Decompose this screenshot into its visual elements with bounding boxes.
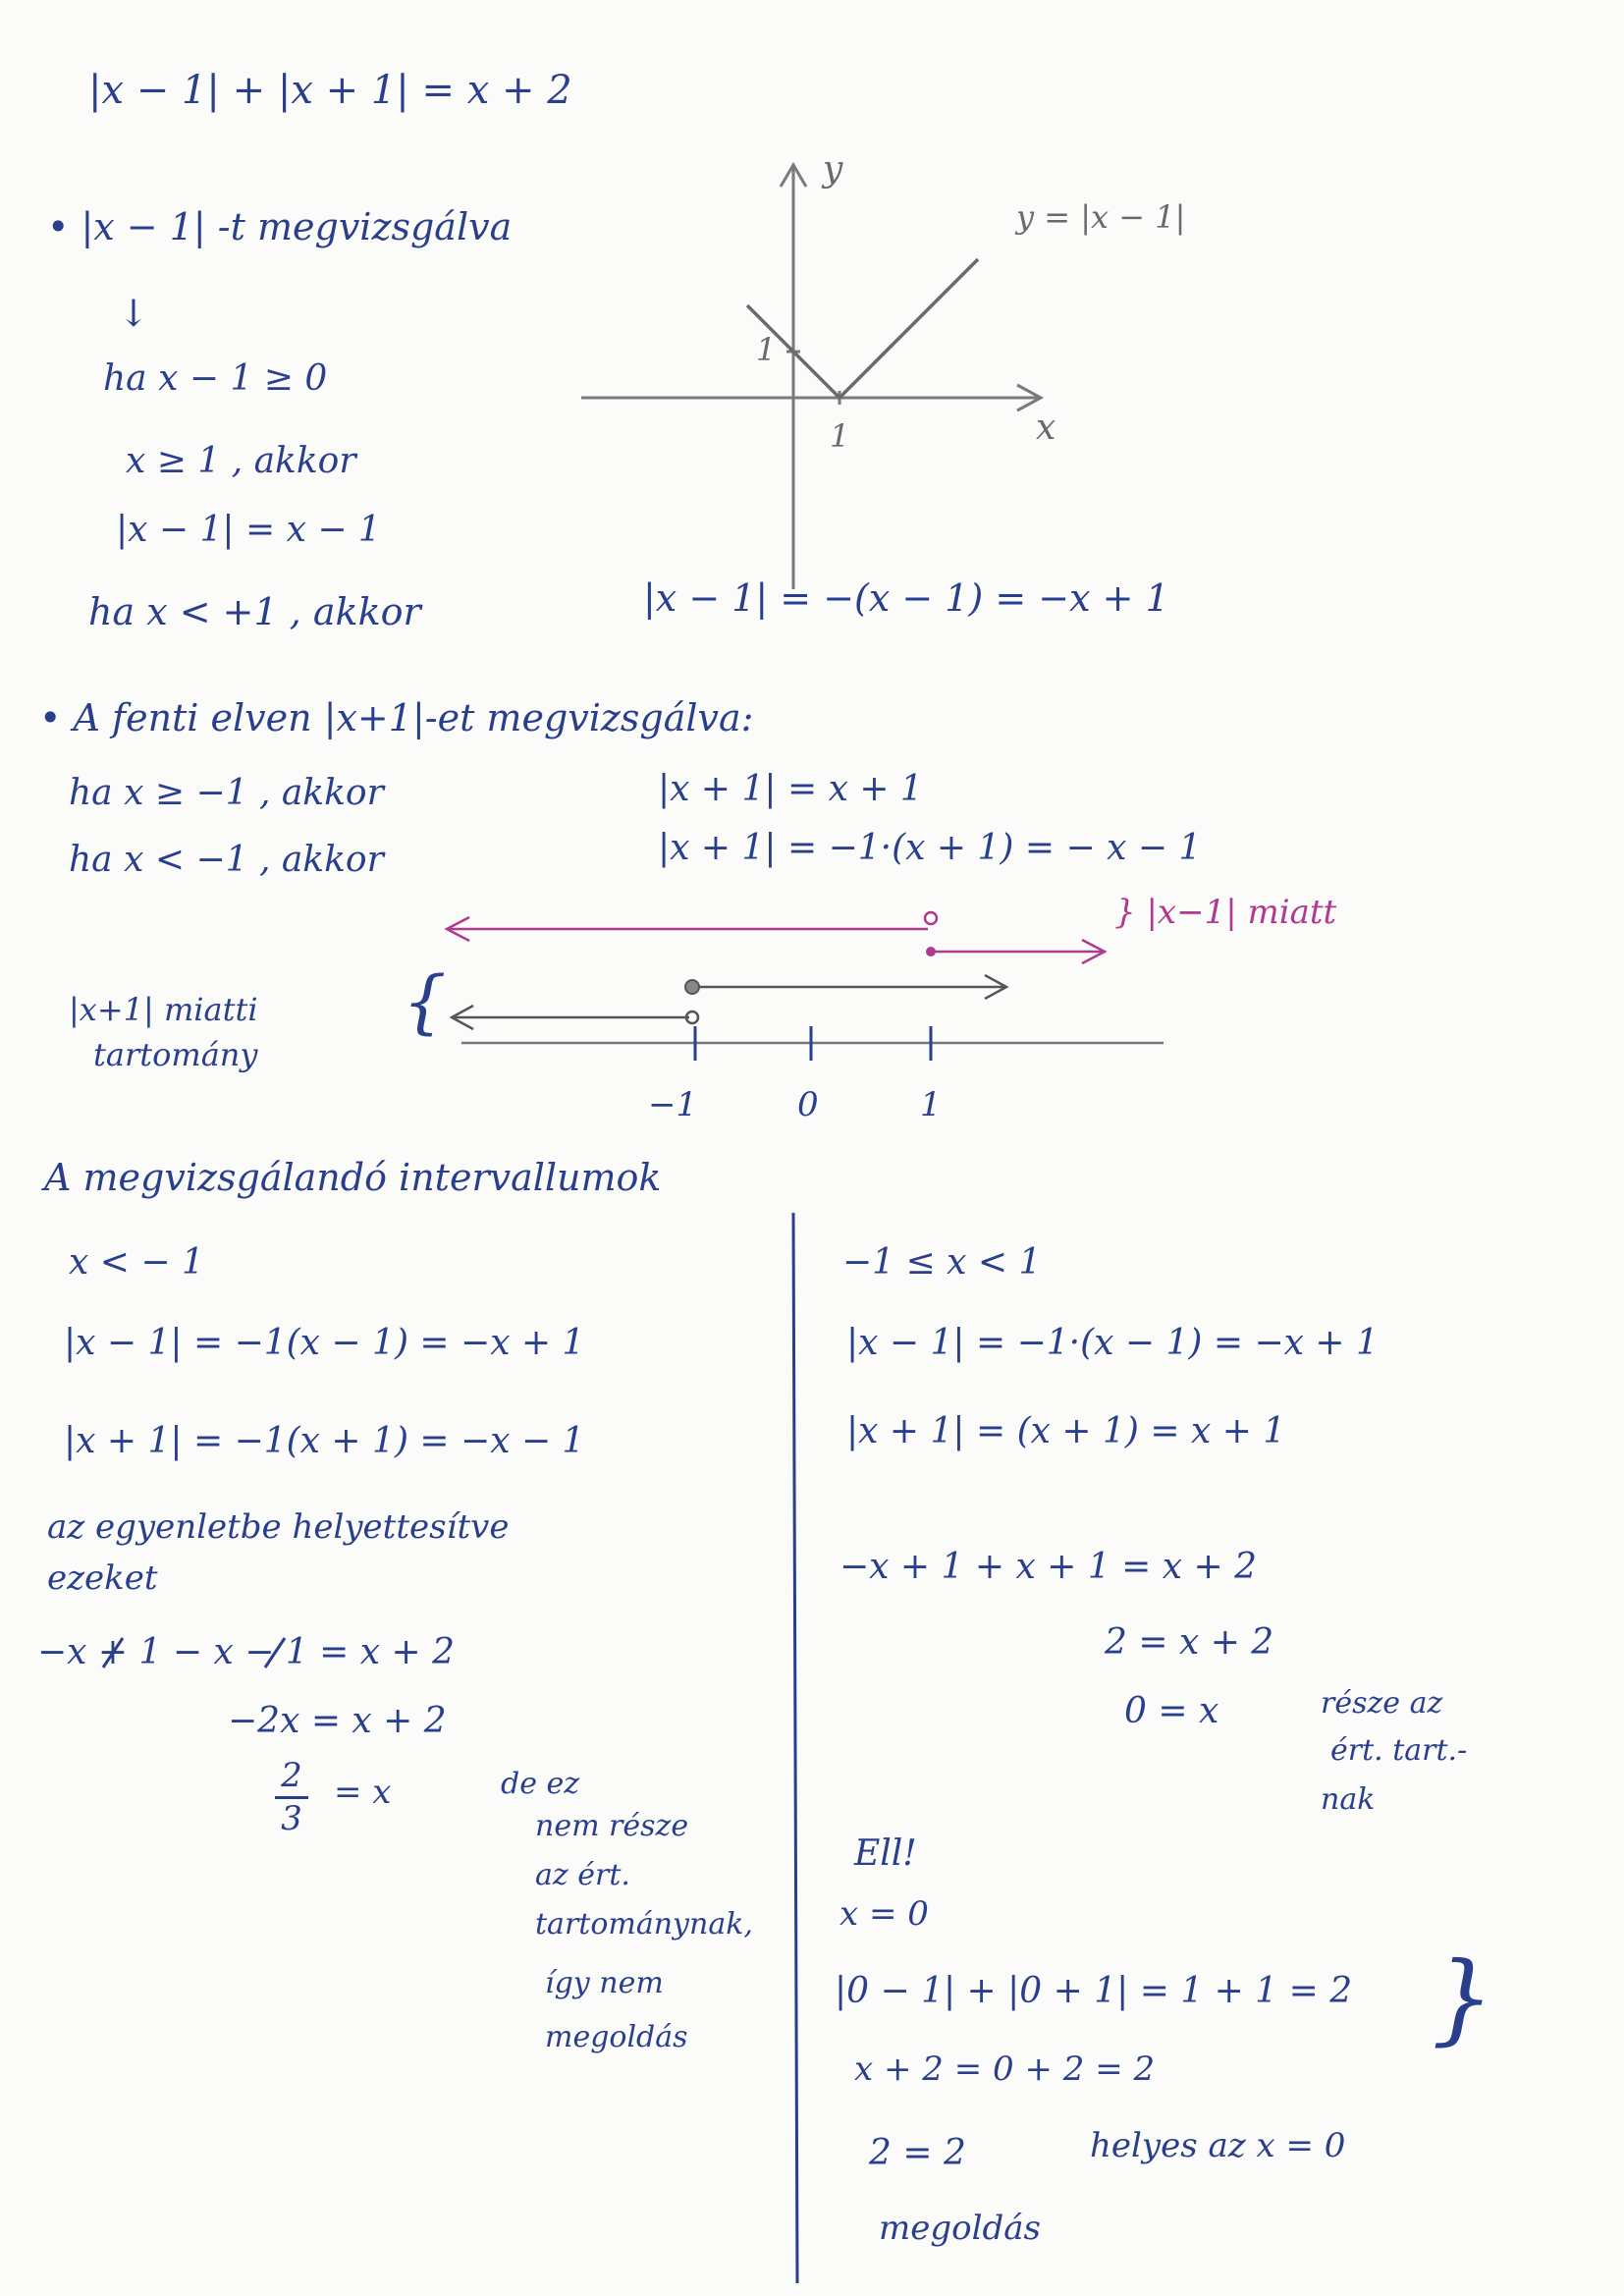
right-note-2: ért. tart.- <box>1330 1733 1468 1768</box>
x-tick-label: 1 <box>830 417 850 455</box>
check-line-4: helyes az x = 0 <box>1090 2126 1346 2165</box>
check-x-value: x = 0 <box>839 1894 929 1934</box>
check-brace: } <box>1432 1941 1494 2055</box>
analysis2-case1-condition: ha x ≥ −1 , akkor <box>69 773 384 813</box>
left-line-4: ezeket <box>47 1558 158 1598</box>
analysis1-heading: • |x − 1| -t megvizsgálva <box>47 205 513 248</box>
left-note-5: így nem <box>545 1966 664 2000</box>
left-line-5: −x + 1 − x − 1 = x + 2 <box>37 1632 456 1672</box>
x-axis-label: x <box>1036 408 1056 448</box>
graph-axes <box>581 165 1041 589</box>
fraction-numerator: 2 <box>281 1756 302 1795</box>
left-interval: x < − 1 <box>69 1242 204 1283</box>
analysis1-case1c: |x − 1| = x − 1 <box>116 510 381 550</box>
number-line <box>447 912 1164 1061</box>
left-note-3: az ért. <box>535 1858 630 1892</box>
left-note-2: nem része <box>535 1809 689 1843</box>
graph-curve <box>747 259 978 398</box>
right-line-1: |x − 1| = −1·(x − 1) = −x + 1 <box>846 1323 1379 1363</box>
y-tick-label: 1 <box>756 331 777 368</box>
left-line-1: |x − 1| = −1(x − 1) = −x + 1 <box>64 1323 585 1363</box>
check-line-2: x + 2 = 0 + 2 = 2 <box>854 2050 1156 2089</box>
analysis1-case2-condition: ha x < +1 , akkor <box>88 590 421 633</box>
check-line-3: 2 = 2 <box>869 2133 966 2173</box>
check-heading: Ell! <box>854 1833 917 1874</box>
pink-open-dot <box>925 912 937 924</box>
analysis2-case2-result: |x + 1| = −1·(x + 1) = − x − 1 <box>658 828 1202 868</box>
intervals-heading: A megvizsgálandó intervallumok <box>44 1156 662 1199</box>
numberline-tick-label-zero: 0 <box>797 1085 819 1124</box>
right-line-3: −x + 1 + x + 1 = x + 2 <box>839 1547 1258 1587</box>
analysis2-case2-condition: ha x < −1 , akkor <box>69 840 384 880</box>
blue-region-label-1: |x+1| miatti <box>69 991 258 1028</box>
left-line-6: −2x = x + 2 <box>228 1701 447 1741</box>
analysis1-case1b: x ≥ 1 , akkor <box>126 441 356 481</box>
right-note-3: nak <box>1321 1782 1376 1817</box>
pink-closed-dot <box>926 947 936 957</box>
column-divider <box>793 1213 797 2283</box>
right-interval: −1 ≤ x < 1 <box>842 1242 1042 1283</box>
analysis2-heading: • A fenti elven |x+1|-et megvizsgálva: <box>39 696 754 739</box>
analysis1-case2-result: |x − 1| = −(x − 1) = −x + 1 <box>643 576 1169 620</box>
left-line-2: |x + 1| = −1(x + 1) = −x − 1 <box>64 1421 585 1461</box>
blue-region-label-2: tartomány <box>93 1036 258 1073</box>
down-arrow-icon: ↓ <box>118 292 149 335</box>
y-axis-label: y <box>823 149 843 190</box>
left-line-3: az egyenletbe helyettesítve <box>47 1507 510 1547</box>
left-note-4: tartománynak, <box>535 1907 753 1941</box>
gray-closed-dot <box>685 980 699 994</box>
analysis2-case1-result: |x + 1| = x + 1 <box>658 769 923 809</box>
blue-region-brace: { <box>403 961 447 1042</box>
numberline-tick-label-minus-one: −1 <box>648 1085 698 1124</box>
curve-label: y = |x − 1| <box>1016 198 1186 236</box>
check-line-1: |0 − 1| + |0 + 1| = 1 + 1 = 2 <box>835 1971 1353 2011</box>
pink-region-label: } |x−1| miatt <box>1114 893 1337 932</box>
right-line-5: 0 = x <box>1124 1691 1219 1731</box>
analysis1-case1a: ha x − 1 ≥ 0 <box>103 358 328 399</box>
right-line-2: |x + 1| = (x + 1) = x + 1 <box>846 1411 1286 1451</box>
fraction-denominator: 3 <box>281 1799 302 1839</box>
check-line-5: megoldás <box>879 2209 1041 2248</box>
left-note-1: de ez <box>501 1767 580 1801</box>
left-note-6: megoldás <box>545 2020 688 2054</box>
right-note-1: része az <box>1321 1686 1443 1721</box>
left-fraction <box>275 1758 308 1838</box>
right-line-4: 2 = x + 2 <box>1105 1622 1274 1663</box>
left-line-7: = x <box>334 1773 392 1812</box>
main-equation: |x − 1| + |x + 1| = x + 2 <box>88 68 572 113</box>
numberline-tick-label-one: 1 <box>920 1085 942 1124</box>
